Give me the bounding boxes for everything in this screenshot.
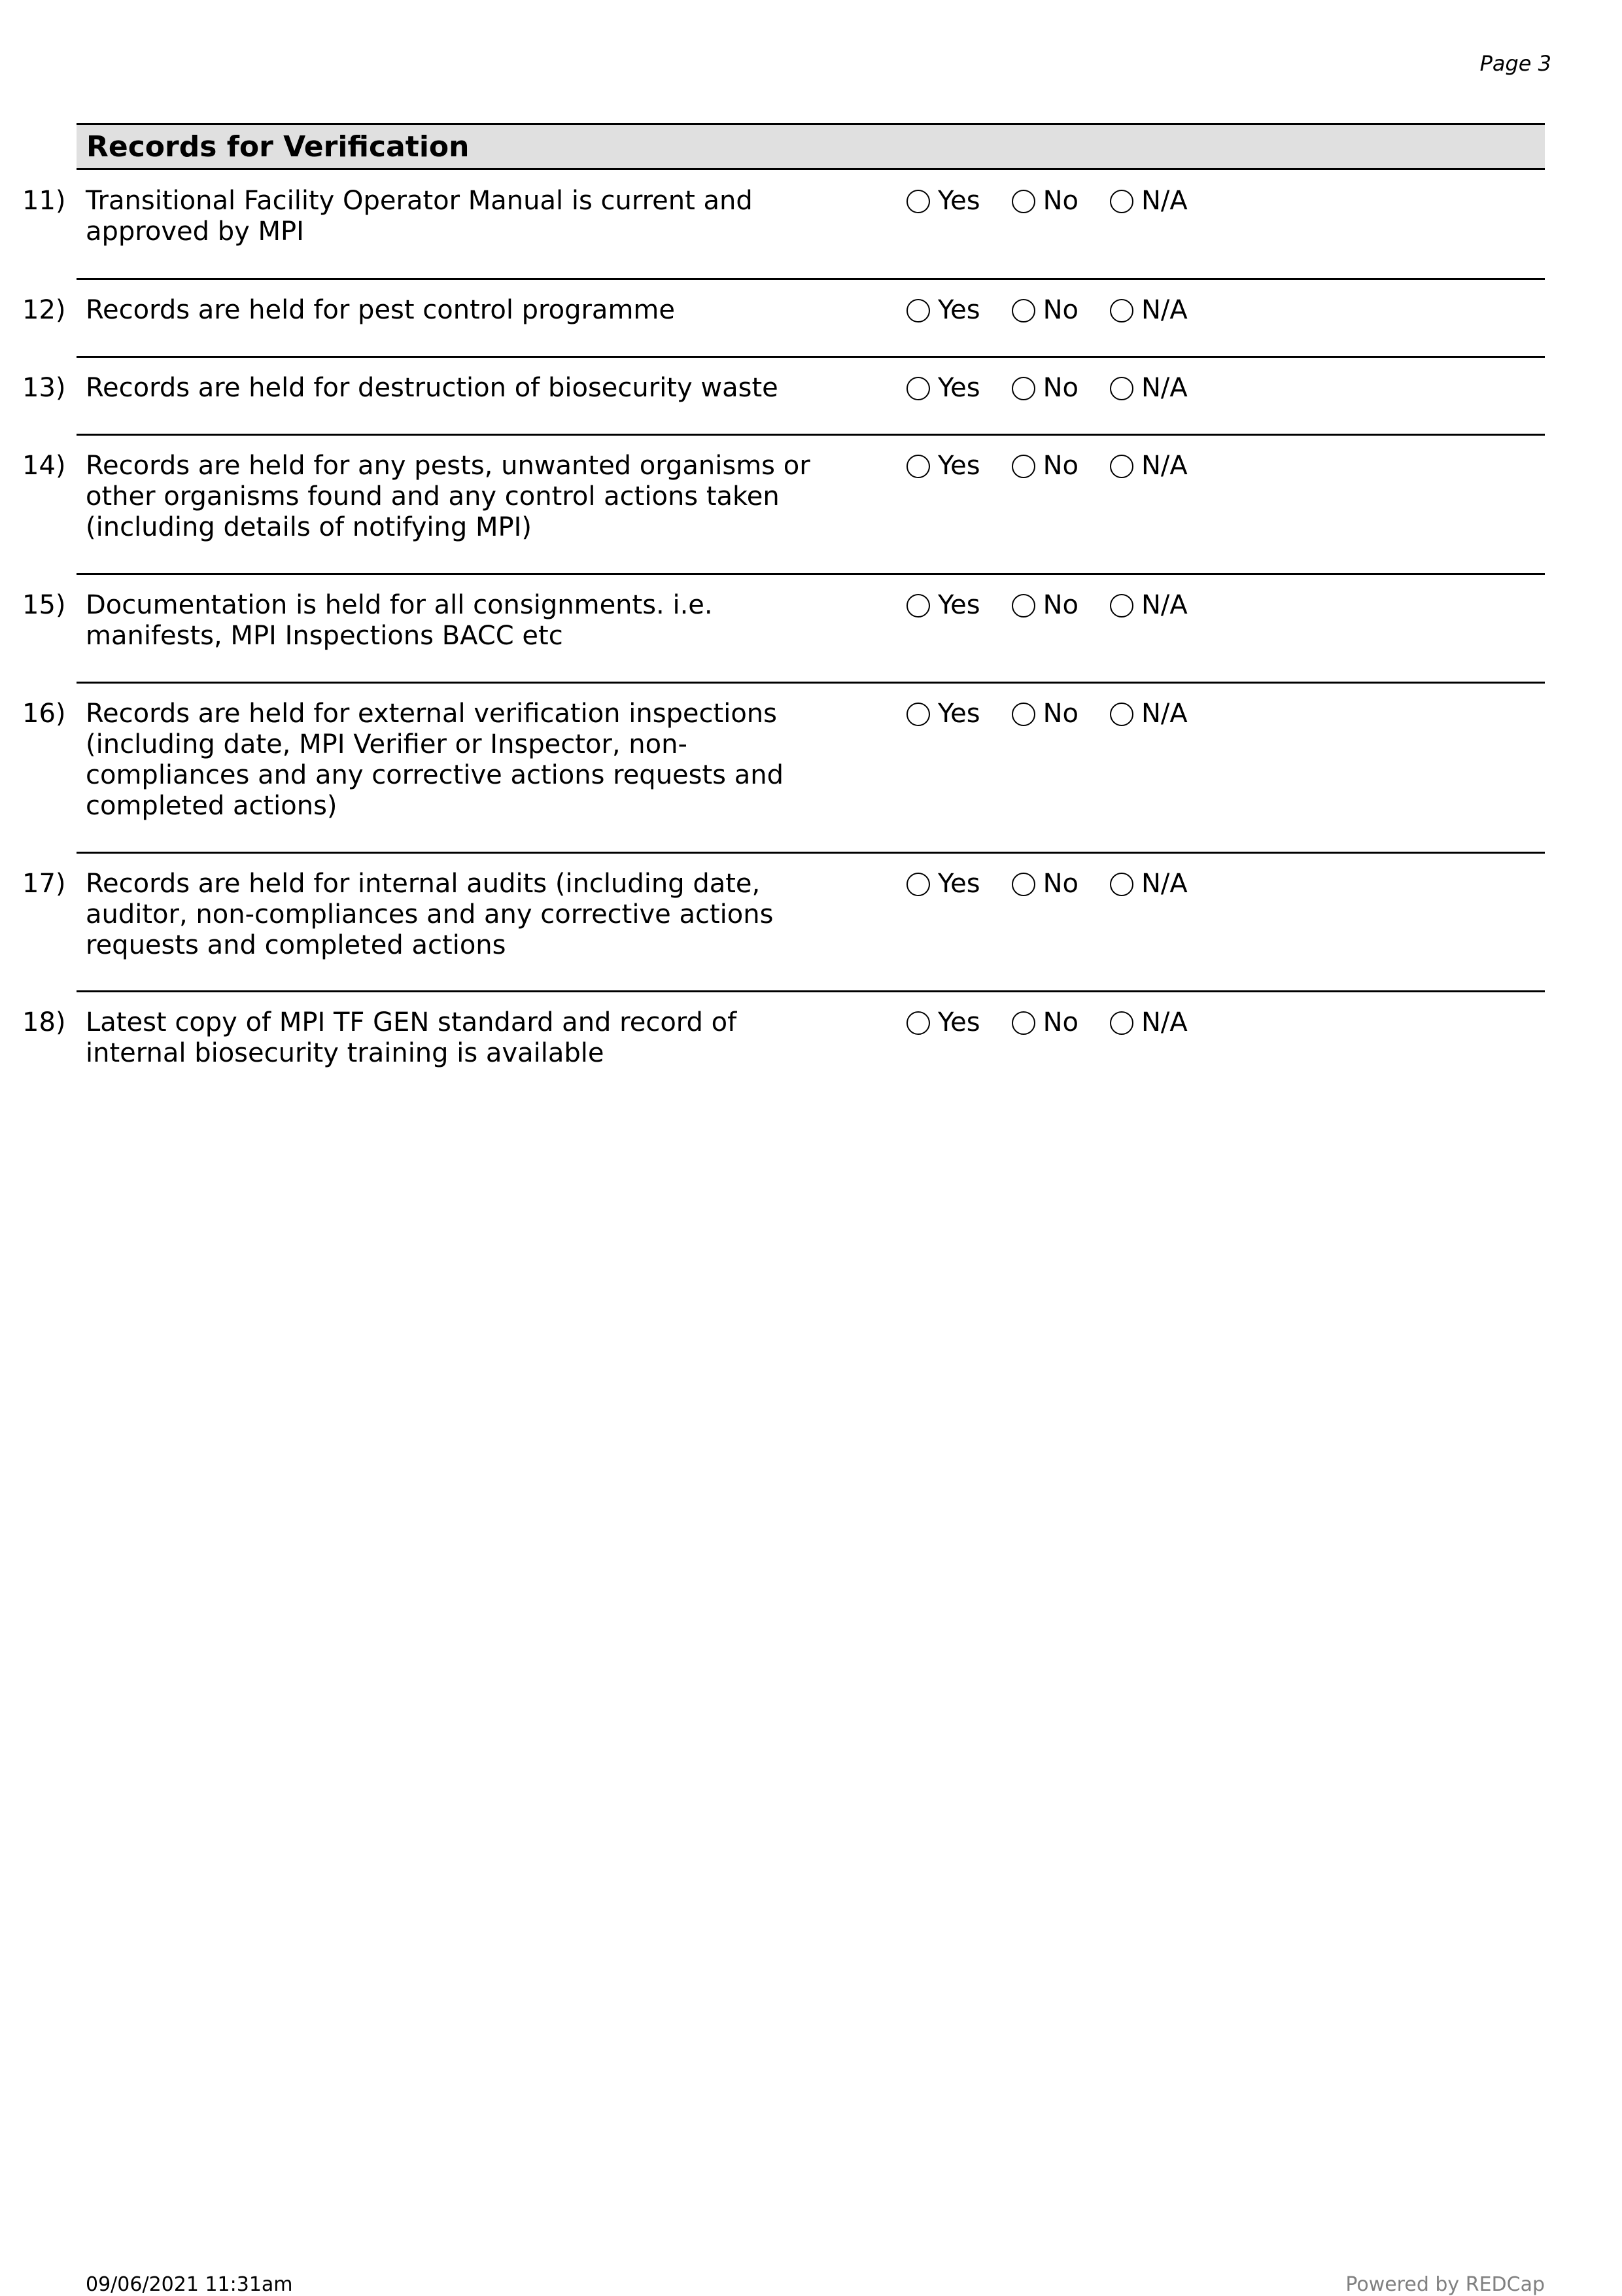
- answer-options: [906, 186, 1219, 217]
- radio-button[interactable]: [1012, 190, 1035, 213]
- radio-button[interactable]: [1012, 1011, 1035, 1035]
- option-label: N/A: [1141, 451, 1188, 481]
- option-no[interactable]: [1012, 451, 1078, 481]
- option-label: No: [1043, 373, 1078, 403]
- question-text: Records are held for destruction of biosecurity waste: [86, 373, 778, 403]
- option-label: Yes: [938, 699, 980, 729]
- answer-options: [906, 590, 1219, 621]
- question-number: 18): [22, 1007, 66, 1037]
- answer-options: [906, 1007, 1219, 1038]
- section-title: Records for Verification: [86, 130, 470, 164]
- option-na[interactable]: [1110, 451, 1188, 481]
- radio-button[interactable]: [1110, 1011, 1133, 1035]
- option-no[interactable]: [1012, 869, 1078, 899]
- option-label: No: [1043, 451, 1078, 481]
- radio-button[interactable]: [1012, 377, 1035, 400]
- footer-timestamp: 09/06/2021 11:31am: [86, 2273, 293, 2296]
- question-text: Records are held for any pests, unwanted organisms or other organisms found and any control actions taken (including details of notifying MPI): [86, 451, 810, 542]
- row-divider: [77, 990, 1545, 992]
- option-label: No: [1043, 1007, 1078, 1037]
- question-text: Records are held for pest control programme: [86, 295, 675, 325]
- option-label: Yes: [938, 1007, 980, 1037]
- radio-button[interactable]: [906, 455, 930, 478]
- option-no[interactable]: [1012, 295, 1078, 326]
- option-na[interactable]: [1110, 1007, 1188, 1038]
- option-label: N/A: [1141, 590, 1188, 620]
- question-number: 16): [22, 699, 66, 729]
- option-label: N/A: [1141, 699, 1188, 729]
- radio-button[interactable]: [1110, 594, 1133, 617]
- radio-button[interactable]: [1110, 190, 1133, 213]
- option-label: No: [1043, 699, 1078, 729]
- option-label: N/A: [1141, 186, 1188, 216]
- radio-button[interactable]: [906, 299, 930, 322]
- option-na[interactable]: [1110, 295, 1188, 326]
- radio-button[interactable]: [1110, 703, 1133, 726]
- radio-button[interactable]: [1110, 455, 1133, 478]
- radio-button[interactable]: [906, 1011, 930, 1035]
- section-header: [77, 123, 1545, 170]
- option-yes[interactable]: [906, 869, 980, 899]
- option-label: Yes: [938, 373, 980, 403]
- row-divider: [77, 573, 1545, 575]
- radio-button[interactable]: [906, 703, 930, 726]
- row-divider: [77, 852, 1545, 854]
- option-label: N/A: [1141, 295, 1188, 325]
- radio-button[interactable]: [1110, 299, 1133, 322]
- question-number: 17): [22, 869, 66, 899]
- option-label: Yes: [938, 451, 980, 481]
- option-label: No: [1043, 869, 1078, 899]
- radio-button[interactable]: [906, 594, 930, 617]
- option-label: Yes: [938, 590, 980, 620]
- option-label: N/A: [1141, 869, 1188, 899]
- option-label: N/A: [1141, 1007, 1188, 1037]
- radio-button[interactable]: [906, 873, 930, 896]
- option-no[interactable]: [1012, 590, 1078, 621]
- option-no[interactable]: [1012, 699, 1078, 729]
- question-text: Records are held for external verification inspections (including date, MPI Verifier or Inspector, non-compliances and any corrective actions requests and completed actions): [86, 699, 784, 821]
- question-number: 11): [22, 186, 66, 216]
- radio-button[interactable]: [1110, 873, 1133, 896]
- option-no[interactable]: [1012, 1007, 1078, 1038]
- row-divider: [77, 682, 1545, 684]
- question-number: 12): [22, 295, 66, 325]
- option-label: Yes: [938, 869, 980, 899]
- question-number: 15): [22, 590, 66, 620]
- option-yes[interactable]: [906, 186, 980, 217]
- radio-button[interactable]: [1012, 299, 1035, 322]
- option-na[interactable]: [1110, 186, 1188, 217]
- radio-button[interactable]: [1012, 703, 1035, 726]
- option-label: No: [1043, 295, 1078, 325]
- answer-options: [906, 295, 1219, 326]
- option-label: N/A: [1141, 373, 1188, 403]
- question-text: Transitional Facility Operator Manual is current and approved by MPI: [86, 186, 753, 247]
- answer-options: [906, 869, 1219, 899]
- question-number: 13): [22, 373, 66, 403]
- option-na[interactable]: [1110, 373, 1188, 404]
- option-label: Yes: [938, 186, 980, 216]
- option-yes[interactable]: [906, 451, 980, 481]
- option-yes[interactable]: [906, 1007, 980, 1038]
- option-no[interactable]: [1012, 186, 1078, 217]
- row-divider: [77, 278, 1545, 280]
- question-number: 14): [22, 451, 66, 481]
- question-text: Records are held for internal audits (including date, auditor, non-compliances and any corrective actions requests and completed actions: [86, 869, 774, 960]
- radio-button[interactable]: [1110, 377, 1133, 400]
- radio-button[interactable]: [906, 377, 930, 400]
- radio-button[interactable]: [1012, 594, 1035, 617]
- option-na[interactable]: [1110, 869, 1188, 899]
- question-text: Documentation is held for all consignments. i.e. manifests, MPI Inspections BACC etc: [86, 590, 713, 651]
- option-label: No: [1043, 186, 1078, 216]
- option-label: Yes: [938, 295, 980, 325]
- radio-button[interactable]: [906, 190, 930, 213]
- radio-button[interactable]: [1012, 455, 1035, 478]
- option-no[interactable]: [1012, 373, 1078, 404]
- option-yes[interactable]: [906, 295, 980, 326]
- footer-brand: Powered by REDCap: [1345, 2273, 1545, 2296]
- row-divider: [77, 356, 1545, 358]
- option-na[interactable]: [1110, 590, 1188, 621]
- answer-options: [906, 373, 1219, 404]
- option-label: No: [1043, 590, 1078, 620]
- question-text: Latest copy of MPI TF GEN standard and record of internal biosecurity training is available: [86, 1007, 737, 1068]
- option-yes[interactable]: [906, 373, 980, 404]
- option-yes[interactable]: [906, 699, 980, 729]
- option-na[interactable]: [1110, 699, 1188, 729]
- answer-options: [906, 699, 1219, 729]
- option-yes[interactable]: [906, 590, 980, 621]
- radio-button[interactable]: [1012, 873, 1035, 896]
- page-number: Page 3: [1479, 51, 1551, 76]
- row-divider: [77, 434, 1545, 436]
- answer-options: [906, 451, 1219, 481]
